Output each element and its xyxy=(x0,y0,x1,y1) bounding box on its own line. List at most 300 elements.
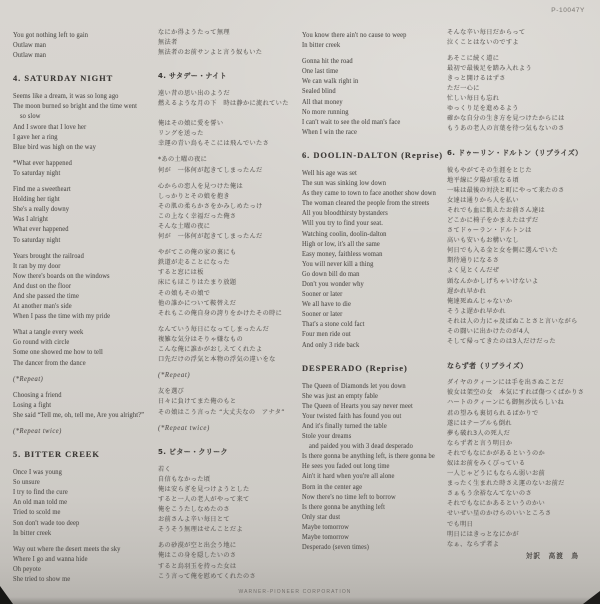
lyric-block xyxy=(13,28,299,58)
lyric-line xyxy=(302,327,596,337)
lyric-line xyxy=(13,572,299,582)
lyric-line xyxy=(13,109,299,119)
lyric-line xyxy=(13,279,299,289)
lyric-line xyxy=(13,212,299,222)
lyric-text-ja: その闘いに出かけたのが4人 xyxy=(447,328,530,336)
lyric-text-ja: お前さんよ辛い毎日とて xyxy=(158,516,230,524)
lyric-text-en: Your twisted faith has found you out xyxy=(302,411,402,420)
lyric-line xyxy=(302,95,596,105)
lyric-text-en: We can walk right in xyxy=(302,77,359,86)
lyric-text-ja: でも明日 xyxy=(447,520,474,528)
lyric-text-en: As they came to town to face another show down xyxy=(302,189,436,198)
lyric-text-en: Losing a fight xyxy=(13,400,52,409)
lyric-text-en: No more running xyxy=(302,107,349,116)
lyric-text-ja: そして帰ってきたのは3人だけだった xyxy=(447,338,556,346)
lyric-text-ja: そうそう無理はせんことだよ xyxy=(158,526,243,534)
lyric-line xyxy=(302,389,596,399)
lyric-line xyxy=(302,510,596,520)
lyric-text-ja: 一味は最後の対決と町にやって来たのさ xyxy=(447,186,565,194)
lyric-text-en: Born in the center age xyxy=(302,482,363,491)
lyric-line xyxy=(302,459,596,469)
lyric-text-ja: 女達は通りから人を払い xyxy=(447,196,519,204)
lyric-block xyxy=(13,465,299,536)
lyric-text-en: Holding her tight xyxy=(13,195,60,204)
lyric-line xyxy=(13,495,299,505)
lyric-text-ja: すると窓には板 xyxy=(158,269,204,277)
lyric-text-en: It ran by my door xyxy=(13,261,61,270)
lyric-block xyxy=(302,379,596,551)
lyric-line xyxy=(13,356,299,366)
lyric-text-ja: この上なく幸福だった俺さ xyxy=(158,212,237,220)
lyric-text-ja: 遂にはテーブルも倒れ xyxy=(447,419,512,427)
paper-bottom-edge-shadow xyxy=(0,597,600,604)
lyric-text-ja: こう言って俺を慰めてくれたのさ xyxy=(158,572,257,580)
lyric-text-ja: 明日にはきっとなにかが xyxy=(447,530,519,538)
lyric-text-ja: ダイヤのクィーンには手を出さぬことだ xyxy=(447,379,564,387)
lyric-text-ja: 俺はこの身を隠したいのさ xyxy=(158,552,237,560)
lyric-text-ja: しっかりとその娘を抱き xyxy=(158,192,230,200)
lyric-line xyxy=(13,202,299,212)
lyric-line xyxy=(302,449,596,459)
lyric-line xyxy=(302,338,596,348)
song-title-en: DESPERADO (Reprise) xyxy=(302,362,408,373)
lyric-text-ja: そんな辛い毎日だからって xyxy=(447,28,526,36)
lyric-line xyxy=(13,259,299,269)
translator-credit: 対訳 高渡 鳥 xyxy=(525,552,579,560)
lyric-text-ja: 無法者 xyxy=(158,38,178,46)
lyric-text-ja: 俺はその娘に愛を誓い xyxy=(158,120,224,128)
lyric-text-ja: それでも血に飢えたお前さん達は xyxy=(447,206,546,214)
lyric-text-ja: 友を選び xyxy=(158,388,185,396)
lyric-line xyxy=(302,64,596,74)
lyric-line xyxy=(13,99,299,109)
lyric-line xyxy=(13,325,299,335)
lyric-text-en: You know there ain't no cause to weep xyxy=(302,31,407,39)
lyric-text-en: Outlaw man xyxy=(13,41,47,50)
lyric-text-en: High or low, it's all the same xyxy=(302,239,380,248)
lyric-text-ja: 床にもほこりはたまり放題 xyxy=(158,279,237,287)
lyric-block xyxy=(13,542,299,582)
lyric-block xyxy=(13,325,299,365)
lyric-text-ja: せいぜい星のかけらのいいところさ xyxy=(447,510,552,518)
lyric-text-ja: 期待通りになるさ xyxy=(447,257,500,265)
lyric-text-en: Choosing a friend xyxy=(13,390,62,399)
song-title-en: 4. SATURDAY NIGHT xyxy=(13,73,114,84)
lyric-text-ja: さぁもう余裕なんてないのさ xyxy=(447,490,532,498)
lyric-text-ja: それは人の力にゃ及ばぬことさと言いながら xyxy=(447,317,578,325)
song-title-en: 5. BITTER CREEK xyxy=(13,449,100,460)
lyric-line xyxy=(13,424,299,434)
lyric-text-ja: すると一人の老人がやって来て xyxy=(158,495,250,503)
lyric-text-ja: ハートのクィーンにも御無沙汰らしいね xyxy=(447,399,565,407)
lyric-text-ja: 他の誰かについて鞍替えだ xyxy=(158,299,237,307)
lyric-text-ja: 彼もやがてその生涯をとじた xyxy=(447,166,532,174)
lyric-text-en: Blue bird was high on the way xyxy=(13,142,96,151)
lyric-line xyxy=(13,182,299,192)
lyric-block xyxy=(13,182,299,243)
song-title-ja: 5. ビター・クリーク xyxy=(158,448,228,457)
lyric-text-en: To saturday night xyxy=(13,168,61,177)
lyric-line xyxy=(13,28,299,38)
lyric-text-ja: 確かな自分の生き方を見つけたからには xyxy=(447,115,565,123)
lyric-line xyxy=(302,500,596,510)
song-heading xyxy=(13,71,299,83)
lyric-line xyxy=(13,249,299,259)
lyric-text-ja: 遠い昔の思い出のようだ xyxy=(158,89,230,97)
lyric-text-en: Don't you wonder why xyxy=(302,279,364,288)
lyric-line xyxy=(302,206,596,216)
lyric-text-en: and paided you with 3 dead desperado xyxy=(302,442,414,451)
lyric-block xyxy=(13,424,299,434)
lyric-line xyxy=(302,196,596,206)
lyric-text-ja: なにか得ようたって無理 xyxy=(158,28,230,36)
lyric-line xyxy=(13,408,299,418)
lyric-text-en: To saturday night xyxy=(13,235,61,244)
lyric-line xyxy=(13,309,299,319)
lyric-line xyxy=(13,269,299,279)
lyric-line xyxy=(302,247,596,257)
lyric-text-en: Once I was young xyxy=(13,468,63,477)
song-title-en: 6. DOOLIN-DALTON (Reprise) xyxy=(302,149,444,160)
lyric-line xyxy=(302,419,596,429)
lyric-text-en: Where I go and wanna hide xyxy=(13,554,88,563)
lyric-line xyxy=(13,485,299,495)
lyric-text-en: The sun was sinking low down xyxy=(302,179,387,188)
lyric-line xyxy=(13,38,299,48)
lyric-text-en: Some one showed me how to tell xyxy=(13,348,103,357)
lyric-line xyxy=(302,469,596,479)
lyric-line xyxy=(13,562,299,572)
lyric-text-ja: ただ一心に xyxy=(447,85,480,93)
lyric-text-ja: 奴はお前をみくびっている xyxy=(447,459,526,467)
catalog-number: P-10047Y xyxy=(551,7,585,14)
song-heading xyxy=(13,447,299,459)
lyric-text-en: Years brought the railroad xyxy=(13,251,84,260)
lyric-line xyxy=(13,299,299,309)
lyric-text-en: Is there gonna be anything left, is there gonna be xyxy=(302,452,435,461)
lyric-text-en: Is there gonna be anything left xyxy=(302,502,386,511)
lyric-text-ja: 泣くことはないのですよ xyxy=(447,38,519,46)
lyric-text-ja: なぁ、ならず者よ xyxy=(447,540,500,548)
lyric-line xyxy=(13,120,299,130)
lyric-line xyxy=(13,222,299,232)
lyric-text-en: Watching coolin, doolin-dalton xyxy=(302,229,387,238)
lyric-text-en: Go down bill do man xyxy=(302,269,360,278)
lyric-text-ja: 遅かれ早かれ xyxy=(447,287,487,295)
lyric-text-en: And I swore that I love her xyxy=(13,122,87,131)
lyric-text-en: Find me a sweetheart xyxy=(13,185,71,194)
lyric-line xyxy=(302,28,596,38)
lyric-text-en: The moon burned so bright and the time went xyxy=(13,102,138,111)
lyric-text-en: An old man told me xyxy=(13,498,68,507)
right-lyrics-column xyxy=(302,28,596,550)
song-title-ja: 6. ドゥーリン・ドルトン（リプライズ） xyxy=(447,148,583,157)
lyric-line xyxy=(302,439,596,449)
lyric-line xyxy=(302,429,596,439)
lyric-text-ja: 何が 一体何が起きてしまったんだ xyxy=(158,166,263,174)
song-title-ja: ならず者（リプライズ） xyxy=(447,361,528,370)
lyric-line xyxy=(302,307,596,317)
lyric-line xyxy=(13,465,299,475)
lyric-line xyxy=(13,48,299,58)
lyric-text-en: Now there's no time left to borrow xyxy=(302,492,396,501)
lyric-text-en: Sooner or later xyxy=(302,310,343,319)
lyric-line xyxy=(13,166,299,176)
song-title-ja: 4. サタデー・ナイト xyxy=(158,72,227,81)
lyric-text-en: We all have to die xyxy=(302,300,351,309)
lyric-line xyxy=(302,520,596,530)
lyric-text-ja: 何が 一体何が起きてしまったんだ xyxy=(158,233,263,241)
lyric-text-en: I gave her a ring xyxy=(13,132,58,141)
lyric-text-ja: それでもなにかあるというのかい xyxy=(447,500,546,508)
lyric-line xyxy=(302,277,596,287)
lyric-line xyxy=(302,54,596,64)
lyric-line xyxy=(13,156,299,166)
lyric-line xyxy=(302,287,596,297)
song-heading xyxy=(302,361,596,373)
lyric-line xyxy=(302,317,596,327)
lyric-text-en: Was I alright xyxy=(13,215,49,224)
lyric-line xyxy=(13,130,299,140)
lyric-line xyxy=(13,526,299,536)
lyric-line xyxy=(302,409,596,419)
lyric-text-en: Stole your dreams xyxy=(302,432,352,441)
lyric-text-en: Tried to scold me xyxy=(13,508,61,517)
lyric-text-ja: そうよ遅かれ早かれ xyxy=(447,307,506,315)
lyric-text-ja: 俺をこうたしなめたのさ xyxy=(158,506,230,514)
lyric-text-en: The Queen of Hearts you say never meet xyxy=(302,401,413,410)
lyric-text-en: Maybe tomorrow xyxy=(302,522,349,531)
lyric-text-en: What ever happened xyxy=(13,225,69,234)
lyric-text-en: Will you try to find your seat. xyxy=(302,219,383,228)
lyric-line xyxy=(302,115,596,125)
lyric-text-en: All you bloodthirsty bystanders xyxy=(302,209,388,218)
lyric-text-ja: そんな土曜の夜に xyxy=(158,223,211,230)
lyric-text-en: Oh peyote xyxy=(13,564,41,573)
lyric-text-en: And she passed the time xyxy=(13,291,79,300)
lyric-text-ja: まったく生まれた時さえ運のないお前だ xyxy=(447,480,565,488)
lyric-line xyxy=(13,542,299,552)
lyric-text-en: In bitter creek xyxy=(13,528,52,537)
song-heading xyxy=(302,148,596,160)
lyric-line xyxy=(13,289,299,299)
lyric-text-ja: それでもなにかがあるというのか xyxy=(447,449,546,457)
lyric-text-en: Four men ride out xyxy=(302,330,351,339)
lyric-line xyxy=(302,176,596,186)
publisher-footer: WARNER-PIONEER CORPORATION xyxy=(238,589,352,595)
lyric-text-en: Outlaw man xyxy=(13,51,47,60)
lyric-text-en: I can't wait to see the old man's face xyxy=(302,117,401,126)
lyric-text-en: so slow xyxy=(13,112,41,121)
lyric-text-en: He sees you faded out long time xyxy=(302,462,390,471)
lyric-text-ja: 無法者のお前サンよと言う奴もいた xyxy=(158,48,263,56)
lyric-line xyxy=(302,38,596,48)
lyric-text-ja: 何日でも入る金と女を側に選んでいた xyxy=(447,247,559,255)
lyric-text-ja: あの砂漠が空と出会う地に xyxy=(158,542,237,550)
lyric-text-en: Desperado (seven times) xyxy=(302,543,370,552)
lyric-text-ja: あそこに続く道に xyxy=(447,54,500,62)
lyric-line xyxy=(302,490,596,500)
lyric-line xyxy=(302,166,596,176)
lyric-line xyxy=(302,530,596,540)
lyric-text-en: Ain't it hard when you're all alone xyxy=(302,472,395,481)
lyric-text-ja: 幸運の青い鳥もそこには飛んでいたさ xyxy=(158,140,270,148)
lyric-text-ja: 複雑な気分はそりゃ嫌なもの xyxy=(158,335,243,343)
lyric-text-ja: きっと開けるはずさ xyxy=(447,74,506,82)
lyric-text-en: Easy money, faithless woman xyxy=(302,249,383,258)
lyric-text-en: Seems like a dream, it was so long ago xyxy=(13,92,119,101)
lyric-line xyxy=(302,297,596,307)
lyric-line xyxy=(13,516,299,526)
lyric-text-ja: さてドゥーラン・ドルトンは xyxy=(447,227,532,235)
lyric-text-en: (*Repeat twice) xyxy=(13,427,62,435)
lyric-text-en: Well his age was set xyxy=(302,168,357,177)
lyric-line xyxy=(13,372,299,382)
lyric-block xyxy=(302,54,596,135)
lyric-line xyxy=(13,398,299,408)
lyric-text-ja: その娘もその娘で xyxy=(158,289,211,297)
lyric-line xyxy=(13,552,299,562)
lyric-text-ja: それもこの俺自身の誇りをかけたその時に xyxy=(158,309,283,317)
lyric-text-en: The woman cleared the people from the streets xyxy=(302,199,430,208)
lyric-text-ja: *あの土曜の夜に xyxy=(158,156,208,164)
lyric-text-ja: 忙しい毎日も忘れ xyxy=(447,95,500,103)
lyric-block xyxy=(13,388,299,418)
lyric-line xyxy=(13,233,299,243)
lyric-line xyxy=(302,227,596,237)
lyric-line xyxy=(302,84,596,94)
lyric-block xyxy=(13,89,299,150)
lyric-line xyxy=(13,345,299,355)
lyric-line xyxy=(302,257,596,267)
lyric-text-ja: もうあの老人の言葉を待つ気もないのさ xyxy=(447,125,565,133)
lyric-text-ja: 一人じゃどうにもならん弱いお前 xyxy=(447,470,546,478)
lyric-text-ja: (*Repeat twice) xyxy=(158,424,210,432)
lyric-text-ja: 君の望みも裏切られるばかりで xyxy=(447,409,539,417)
lyric-line xyxy=(13,505,299,515)
lyric-text-en: In bitter creek xyxy=(302,41,341,50)
lyric-line xyxy=(13,388,299,398)
lyric-line xyxy=(302,125,596,135)
lyric-text-en: Go round with circle xyxy=(13,338,70,347)
lyric-text-ja: こんな俺に誰かがおしえてくれたよ xyxy=(158,346,263,354)
lyric-text-ja: リングを送った xyxy=(158,130,204,138)
lyric-text-en: She tried to show me xyxy=(13,575,71,584)
lyric-text-ja: 頭なんかかしげちゃいけないよ xyxy=(447,277,539,285)
lyric-block xyxy=(302,166,596,348)
lyric-text-en: And only 3 ride back xyxy=(302,340,360,349)
lyric-text-ja: 夢も破れ3人の死人だ xyxy=(447,429,511,437)
lyric-text-en: You will never kill a thing xyxy=(302,259,374,268)
lyric-line xyxy=(13,475,299,485)
lyric-text-en: When I win the race xyxy=(302,127,358,136)
lyric-text-ja: よく見とくんだぜ xyxy=(447,267,500,275)
lyric-text-ja: すると烏羽玉を持った女は xyxy=(158,562,237,570)
lyric-text-en: And dust on the floor xyxy=(13,281,72,290)
lyric-line xyxy=(13,192,299,202)
lyric-text-en: Maybe tomorrow xyxy=(302,533,349,542)
lyric-text-en: Sealed blind xyxy=(302,87,336,96)
lyric-line xyxy=(302,379,596,389)
lyric-text-en: So unsure xyxy=(13,478,40,487)
lyric-text-ja: ゆっくり足を進めるよう xyxy=(447,105,519,113)
lyric-block xyxy=(13,372,299,382)
lyric-text-ja: 自信もなかった頃 xyxy=(158,475,211,483)
lyric-line xyxy=(13,335,299,345)
lyric-text-ja: 口先だけの浮気と本物の浮気の違いをな xyxy=(158,356,276,364)
lyric-line xyxy=(302,186,596,196)
lyric-text-ja: 鉄道が走ることになった xyxy=(158,259,230,267)
lyric-text-en: You got nothing left to gain xyxy=(13,31,89,39)
lyric-text-ja: 彼女は架空の女 本気にすれば傷つくばかりさ xyxy=(447,389,585,397)
scan-corner-bottom-left xyxy=(0,586,13,604)
lyric-text-ja: 俺達死ぬんじゃないか xyxy=(447,297,513,305)
lyric-text-en: I try to find the cure xyxy=(13,488,68,497)
lyric-block xyxy=(13,249,299,320)
lyric-line xyxy=(302,540,596,550)
lyric-text-en: Gonna hit the road xyxy=(302,57,353,66)
lyric-text-ja: 日々に負けてまた俺のもと xyxy=(158,398,237,406)
lyric-line xyxy=(302,105,596,115)
lyric-text-en: The dancer from the dance xyxy=(13,358,86,367)
lyric-text-ja: 高いも安いもお構いなし xyxy=(447,237,519,245)
lyric-text-en: Way out where the desert meets the sky xyxy=(13,544,121,553)
lyric-text-ja: (*Repeat) xyxy=(158,372,191,380)
lyric-text-en: The Queen of Diamonds let you down xyxy=(302,381,406,390)
scan-corner-bottom-right xyxy=(583,591,600,604)
lyric-text-ja: 最初で最後足を踏み入れよう xyxy=(447,64,532,72)
lyric-text-en: When I pass the time with my pride xyxy=(13,312,111,321)
lyric-text-en: She said “Tell me, oh, tell me, Are you alright?” xyxy=(13,410,145,419)
lyric-text-ja: 心からの恋人を見つけた俺は xyxy=(158,182,243,190)
lyric-line xyxy=(302,216,596,226)
lyric-line xyxy=(302,399,596,409)
lyric-text-ja: なんていう毎日になってしまったんだ xyxy=(158,325,270,333)
lyric-text-ja: ならず者と言う明日か xyxy=(447,439,513,447)
left-lyrics-column xyxy=(13,28,299,582)
lyric-block xyxy=(302,28,596,48)
lyric-text-en: She was just an empty fable xyxy=(302,391,379,400)
lyric-line xyxy=(13,140,299,150)
lyric-text-ja: 地平線に夕陽が重なる頃 xyxy=(447,176,519,184)
lyric-text-ja: その娘はこう言った “大丈夫なの アナタ” xyxy=(158,408,285,416)
lyric-text-en: Only star dust xyxy=(302,512,341,521)
lyric-text-ja: 燃えるような月の下 時は静かに流れていた xyxy=(158,99,289,107)
lyric-text-ja: どこかに椅子をかまえたはずだ xyxy=(447,217,539,224)
lyric-text-en: That's a stone cold fact xyxy=(302,320,365,329)
lyric-text-ja: 若く xyxy=(158,465,172,473)
lyric-text-ja: やがてこの俺の家の裏にも xyxy=(158,249,237,257)
lyric-text-en: All that money xyxy=(302,97,343,106)
lyric-line xyxy=(302,237,596,247)
lyric-line xyxy=(302,74,596,84)
lyric-text-en: One last time xyxy=(302,67,339,76)
lyric-text-en: What a tangle every week xyxy=(13,328,84,337)
lyric-text-en: *What ever happened xyxy=(13,158,72,167)
lyric-text-ja: 俺は安らぎを見つけようとした xyxy=(158,485,250,493)
lyric-text-en: Sooner or later xyxy=(302,290,343,299)
lyric-line xyxy=(302,267,596,277)
lyric-text-en: Son don't wade too deep xyxy=(13,518,80,527)
lyric-text-en: She's a really downy xyxy=(13,205,70,214)
lyric-text-en: And it's finally turned the table xyxy=(302,422,387,430)
lyric-text-en: At another man's side xyxy=(13,302,72,311)
lyric-block xyxy=(13,156,299,176)
lyric-line xyxy=(13,89,299,99)
lyric-text-en: Now there's boards on the windows xyxy=(13,271,110,280)
lyric-text-en: (*Repeat) xyxy=(13,374,44,383)
lyric-line xyxy=(302,480,596,490)
